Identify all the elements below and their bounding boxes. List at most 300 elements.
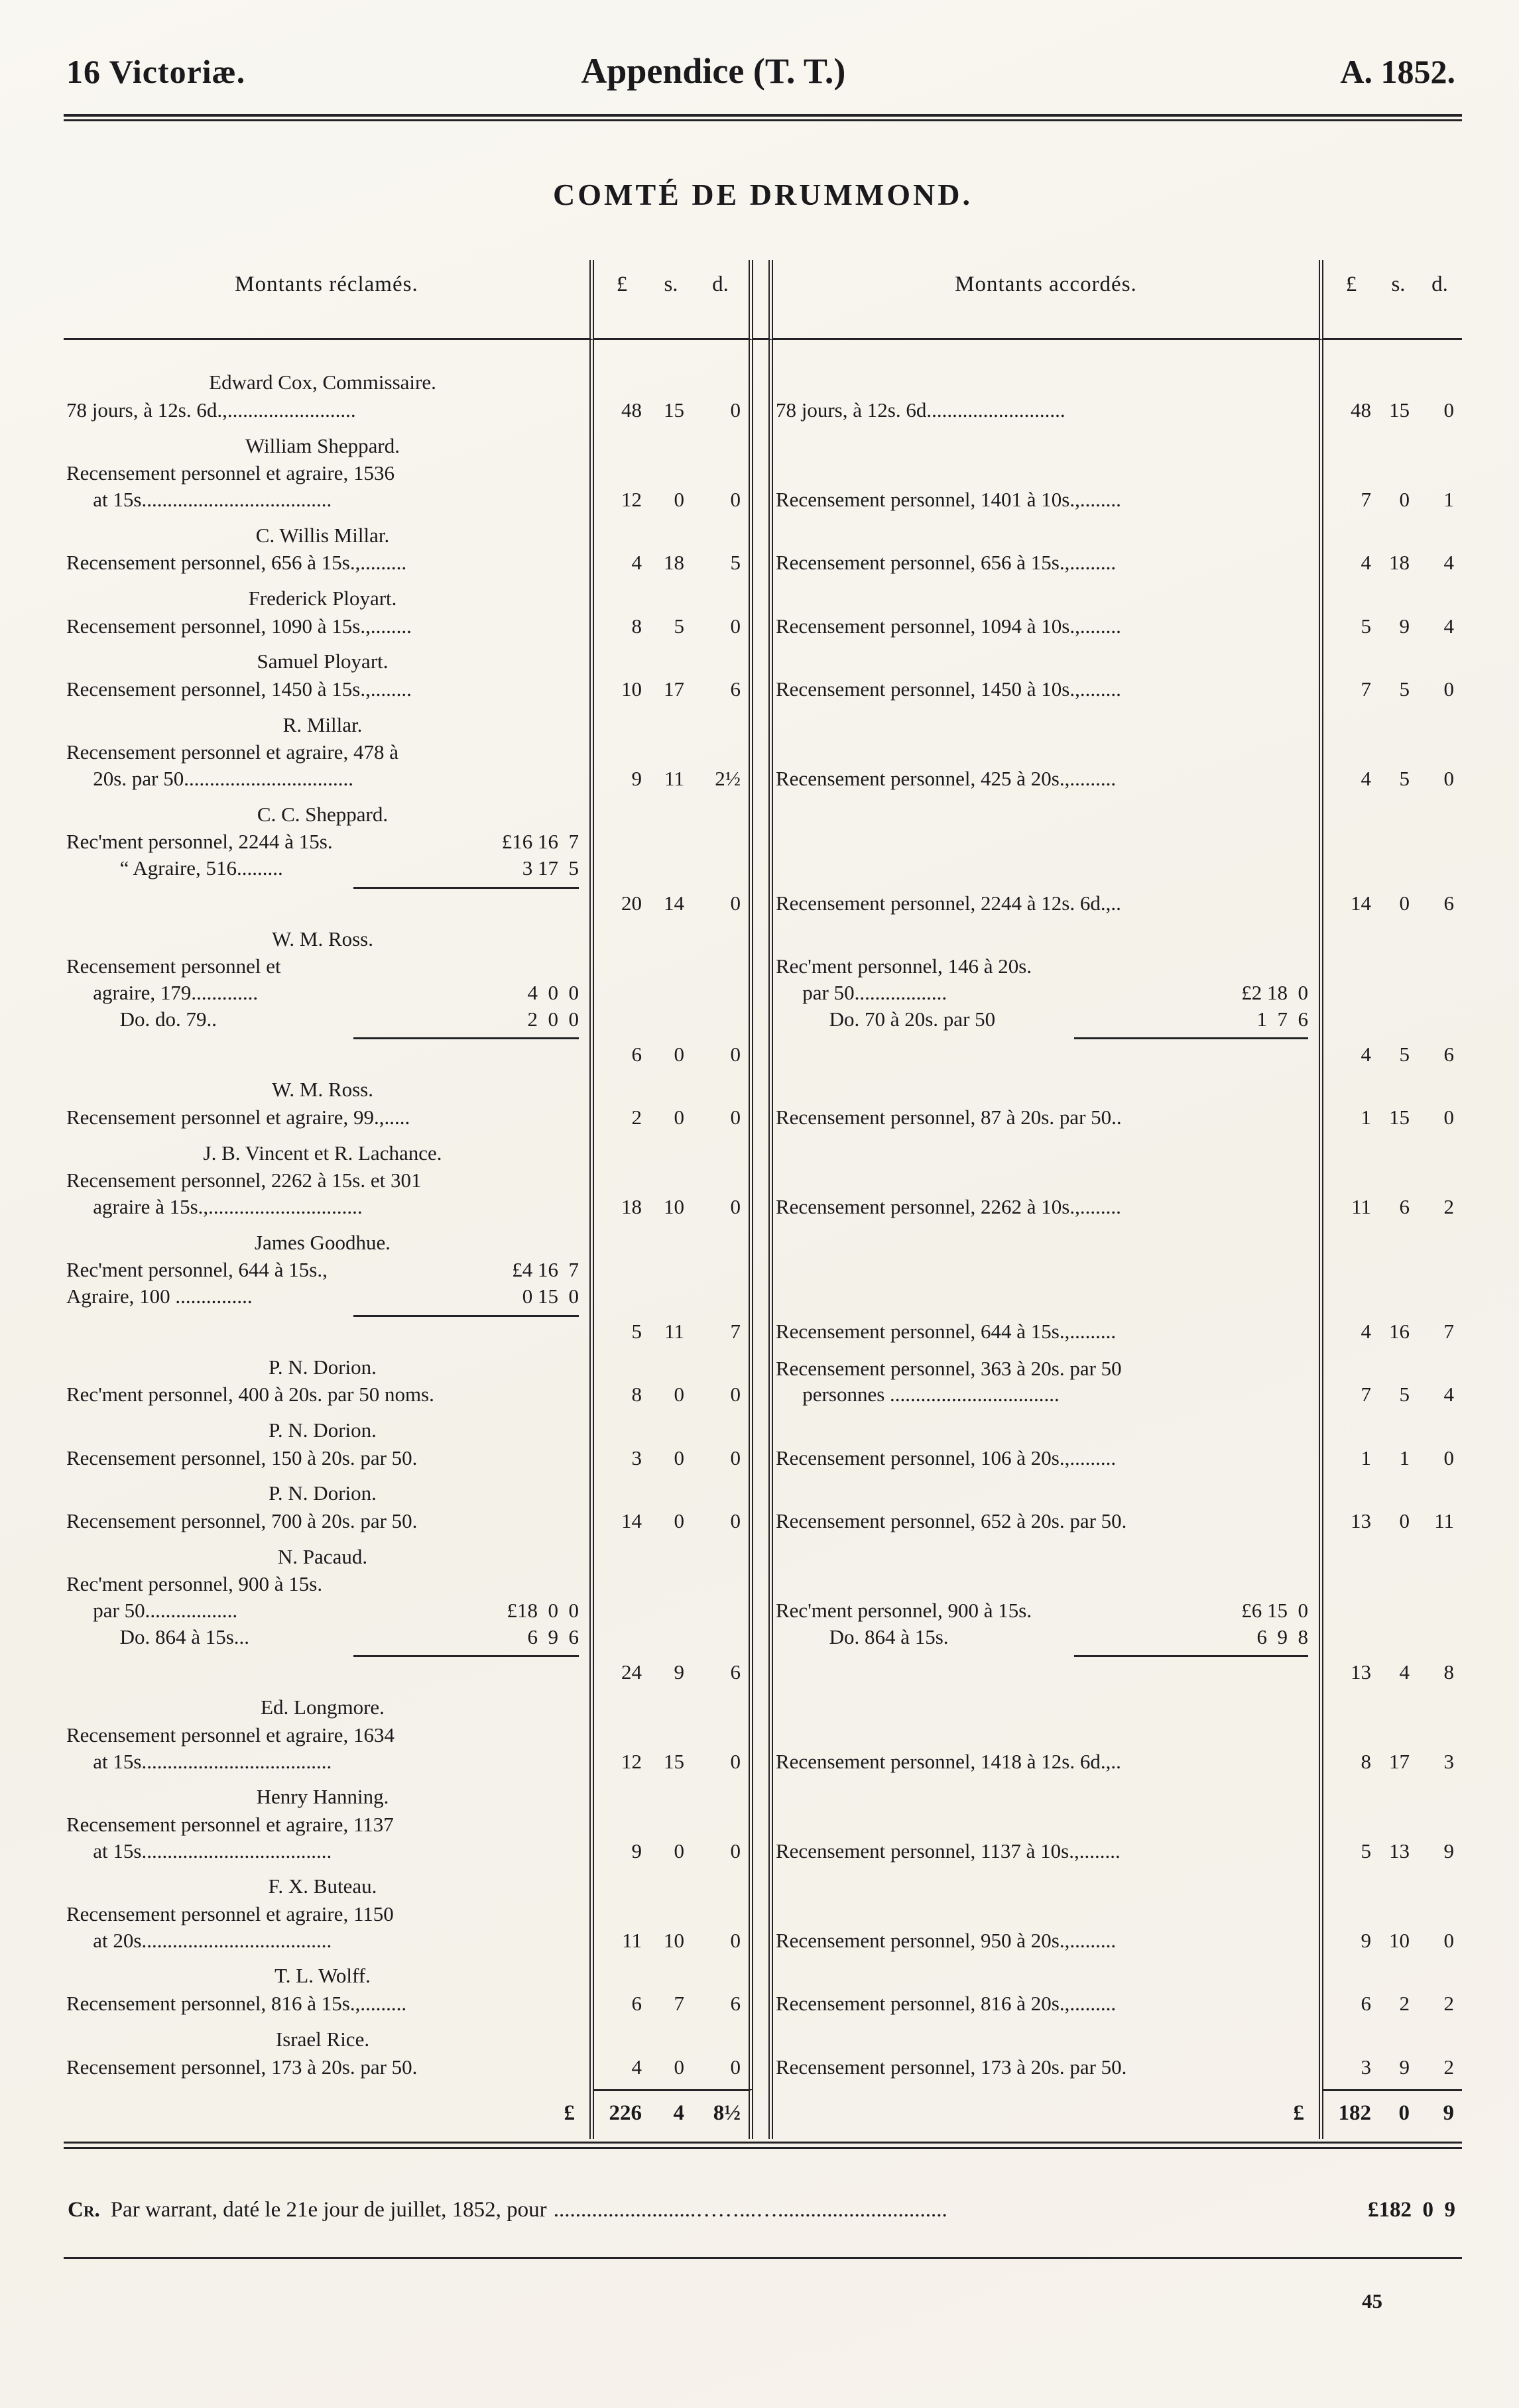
entry-line: Recensement personnel et agraire, 1634: [66, 1723, 395, 1747]
accorded-description: [773, 926, 1323, 1077]
inline-amount: £18 0 0: [507, 1599, 579, 1623]
entry-line: Recensement personnel, 173 à 20s. par 50.: [776, 2055, 1127, 2079]
claimed-description: [64, 585, 594, 648]
claimed-pence: 0: [692, 433, 753, 522]
claimed-pounds: 48: [621, 398, 642, 422]
entry-name: W. M. Ross.: [271, 1078, 374, 1102]
claimed-pounds: 14: [621, 1509, 642, 1533]
accorded-pence: 4: [1443, 614, 1454, 638]
column-gutter: [753, 712, 773, 801]
accorded-description: [773, 2026, 1323, 2089]
claimed-description: [64, 1694, 594, 1784]
entry-name: R. Millar.: [282, 713, 363, 736]
accorded-shillings: 18: [1389, 551, 1410, 575]
claimed-pounds: 9: [631, 1839, 642, 1863]
claimed-shillings: 0: [674, 1509, 684, 1533]
column-gutter: [753, 1544, 773, 1695]
entry-name: Edward Cox, Commissaire.: [209, 371, 436, 394]
ledger-entry-row: [64, 712, 1462, 801]
accorded-pounds: 13: [1351, 1660, 1371, 1684]
entry-name: N. Pacaud.: [277, 1544, 368, 1568]
page-number: 45: [1362, 2289, 1382, 2313]
masthead-year: A. 1852.: [1340, 53, 1455, 90]
ledger-body: [64, 340, 1462, 2089]
accorded-pounds: 7: [1361, 1383, 1371, 1406]
entry-name: P. N. Dorion.: [269, 1355, 377, 1379]
ledger-entry-row: [64, 522, 1462, 585]
column-gutter: [753, 2026, 773, 2089]
entry-line-text: Do. do. 79..: [119, 1007, 217, 1031]
entry-line-text: Rec'ment personnel, 644 à 15s.,: [66, 1258, 328, 1282]
entry-line: at 15s.....................................: [93, 487, 332, 511]
claimed-shillings: 9: [674, 1660, 684, 1684]
claimed-pound-header: £: [594, 260, 650, 340]
claimed-pounds: 10: [621, 677, 642, 701]
column-gutter: [753, 1417, 773, 1480]
accorded-pence: 9: [1443, 1839, 1454, 1863]
accorded-shillings: 6: [1399, 1195, 1410, 1219]
accorded-pounds: 4: [1361, 551, 1371, 575]
entry-line: Recensement personnel, 363 à 20s. par 50: [776, 1356, 1122, 1380]
accorded-description: [773, 585, 1323, 648]
entry-name: Henry Hanning.: [256, 1785, 389, 1809]
accorded-description: [773, 648, 1323, 711]
ledger-entry-row: [64, 1354, 1462, 1417]
entry-line: Recensement personnel et agraire, 99.,.....: [66, 1106, 410, 1129]
entry-line: Recensement personnel, 1137 à 10s.,........: [776, 1839, 1121, 1863]
accorded-pence: 6: [1443, 891, 1454, 915]
entry-line: Recensement personnel, 150 à 20s. par 50.: [66, 1446, 418, 1469]
claimed-pounds: 20: [621, 891, 642, 915]
claimed-description: [64, 1140, 594, 1230]
accorded-pounds: 5: [1361, 1839, 1371, 1863]
entry-name: Ed. Longmore.: [261, 1695, 385, 1719]
accorded-total-pound-sign: £: [1293, 2101, 1304, 2126]
accorded-shillings: 15: [1389, 1106, 1410, 1129]
ledger-entry-row: [64, 1480, 1462, 1543]
ledger-entry-row: [64, 1873, 1462, 1963]
entry-line-text: Agraire, 100 ...............: [66, 1285, 253, 1308]
claimed-description: [64, 712, 594, 801]
accorded-pounds: 1: [1361, 1446, 1371, 1469]
entry-line: Recensement personnel, 1094 à 10s.,........: [776, 614, 1121, 638]
accorded-pounds: 3: [1361, 2055, 1371, 2079]
claimed-pounds: 6: [631, 1042, 642, 1066]
ledger-header-row: [64, 260, 1462, 340]
entry-name: William Sheppard.: [245, 433, 400, 457]
claimed-pence: 0: [692, 1417, 753, 1480]
entry-name: Israel Rice.: [275, 2027, 370, 2051]
credit-leaders: ..........................……...…...............................: [553, 2198, 947, 2222]
accorded-pence: 11: [1434, 1509, 1454, 1533]
entry-line: Recensement personnel, 656 à 15s.,.........: [776, 551, 1117, 575]
claimed-shillings: 0: [674, 1106, 684, 1129]
column-gutter: [753, 260, 773, 340]
entry-line: Recensement personnel et agraire, 1150: [66, 1902, 394, 1926]
claimed-pounds: 9: [631, 766, 642, 790]
column-gutter: [753, 648, 773, 711]
entry-line-text: Do. 864 à 15s.: [829, 1625, 949, 1648]
claimed-pounds: 5: [631, 1320, 642, 1344]
entry-line: [776, 1597, 1308, 1624]
footer-rule: [64, 2257, 1462, 2259]
accorded-pence: 0: [1443, 1106, 1454, 1129]
entry-line-text: Do. 70 à 20s. par 50: [829, 1007, 996, 1031]
credit-label: Cr.: [68, 2198, 100, 2222]
sum-rule: [353, 1315, 579, 1317]
claimed-description: [64, 1544, 594, 1695]
ledger-table: [64, 260, 1462, 2139]
claimed-pence: 0: [692, 1694, 753, 1784]
accorded-description: [773, 1480, 1323, 1543]
claimed-pence: 0: [692, 1784, 753, 1873]
ledger: [64, 260, 1462, 2139]
ledger-entry-row: [64, 433, 1462, 522]
accorded-shillings: 5: [1399, 1383, 1410, 1406]
entry-line: Recensement personnel et agraire, 478 à: [66, 740, 398, 764]
credit-warrant-line: [64, 2198, 1462, 2222]
column-gutter: [753, 926, 773, 1077]
accorded-pence: 0: [1443, 1446, 1454, 1469]
accorded-pounds: 4: [1361, 766, 1371, 790]
entry-line: Rec'ment personnel, 400 à 20s. par 50 noms.: [66, 1383, 434, 1406]
entry-line: Recensement personnel, 1450 à 15s.,........: [66, 677, 412, 701]
accorded-pence: 4: [1443, 551, 1454, 575]
inline-amount: 6 9 6: [527, 1625, 579, 1648]
claimed-shillings: 5: [674, 614, 684, 638]
inline-amount: £4 16 7: [512, 1258, 579, 1282]
entry-line: [66, 1597, 579, 1624]
entry-line: [776, 1006, 1308, 1033]
entry-name: P. N. Dorion.: [269, 1418, 377, 1442]
accorded-shillings: 16: [1389, 1320, 1410, 1344]
claimed-description: [64, 1480, 594, 1543]
column-gutter: [753, 801, 773, 926]
accorded-shillings: 9: [1399, 2055, 1410, 2079]
column-gutter: [753, 1354, 773, 1417]
accorded-pounds: 5: [1361, 614, 1371, 638]
entry-line: at 15s.....................................: [93, 1839, 332, 1863]
claimed-total-label-cell: [64, 2089, 594, 2139]
claimed-description: [64, 1784, 594, 1873]
claimed-description: [64, 1230, 594, 1354]
claimed-description: [64, 926, 594, 1077]
accorded-description: [773, 1963, 1323, 2026]
claimed-pounds: 6: [631, 1992, 642, 2016]
claimed-shillings: 15: [664, 398, 684, 422]
claimed-pence: 6: [692, 1544, 753, 1695]
entry-line: [66, 980, 579, 1006]
column-gutter: [753, 433, 773, 522]
claimed-pounds: 11: [622, 1928, 642, 1952]
claimed-column-header: Montants réclamés.: [64, 260, 594, 340]
claimed-shillings: 15: [664, 1749, 684, 1773]
entry-line: Rec'ment personnel, 900 à 15s.: [66, 1572, 323, 1596]
accorded-pence: 2: [1443, 1992, 1454, 2016]
inline-amount: 6 9 8: [1256, 1625, 1308, 1648]
sum-rule: [353, 1037, 579, 1039]
claimed-description: [64, 522, 594, 585]
entry-line: Recensement personnel, 1418 à 12s. 6d.,..: [776, 1749, 1121, 1773]
inline-amount: 4 0 0: [527, 981, 579, 1004]
ledger-entry-row: [64, 1140, 1462, 1230]
entry-line: Recensement personnel, 173 à 20s. par 50.: [66, 2055, 418, 2079]
entry-line: Recensement personnel, 2244 à 12s. 6d.,..: [776, 891, 1121, 915]
claimed-pence: 2½: [692, 712, 753, 801]
claimed-shillings: 0: [674, 1839, 684, 1863]
accorded-description: [773, 1354, 1323, 1417]
entry-line-text: par 50..................: [802, 981, 947, 1004]
accorded-pence: 4: [1443, 1383, 1454, 1406]
ledger-entry-row: [64, 1417, 1462, 1480]
accorded-pence: 8: [1443, 1660, 1454, 1684]
entry-line-text: agraire, 179.............: [93, 981, 259, 1004]
accorded-pounds: 9: [1361, 1928, 1371, 1952]
inline-amount: 0 15 0: [522, 1285, 579, 1308]
entry-line: [66, 829, 579, 855]
accorded-description: [773, 522, 1323, 585]
claimed-shillings: 18: [664, 551, 684, 575]
entry-line: [66, 1257, 579, 1283]
accorded-shillings: 15: [1389, 398, 1410, 422]
entry-line: Recensement personnel, 700 à 20s. par 50.: [66, 1509, 418, 1533]
accorded-description: [773, 1784, 1323, 1873]
claimed-pence: 6: [692, 1963, 753, 2026]
claimed-pounds: 8: [631, 614, 642, 638]
claimed-description: [64, 1076, 594, 1139]
accorded-shillings: 4: [1399, 1660, 1410, 1684]
accorded-shillings: 2: [1399, 1992, 1410, 2016]
ledger-entry-row: [64, 1076, 1462, 1139]
claimed-description: [64, 2026, 594, 2089]
accorded-pence: 0: [1443, 677, 1454, 701]
entry-line-text: “ Agraire, 516.........: [119, 856, 283, 880]
claimed-pence: 7: [692, 1230, 753, 1354]
claimed-pence: 0: [692, 1480, 753, 1543]
ledger-entry-row: [64, 648, 1462, 711]
claimed-shillings: 11: [664, 766, 684, 790]
entry-line: Recensement personnel, 106 à 20s.,.........: [776, 1446, 1117, 1469]
totals-row: [64, 2089, 1462, 2139]
accorded-total-shillings: 0: [1379, 2089, 1418, 2139]
column-gutter: [753, 2089, 773, 2139]
claimed-shillings: 14: [664, 891, 684, 915]
entry-line-text: Rec'ment personnel, 900 à 15s.: [776, 1599, 1032, 1623]
claimed-shillings: 10: [664, 1928, 684, 1952]
entry-line: [66, 855, 579, 882]
ledger-entry-row: [64, 340, 1462, 432]
entry-line-text: par 50..................: [93, 1599, 238, 1623]
entry-line: Recensement personnel, 816 à 15s.,.........: [66, 1992, 407, 2016]
claimed-shillings: 0: [674, 1042, 684, 1066]
entry-line-text: Rec'ment personnel, 2244 à 15s.: [66, 830, 333, 854]
entry-line: Recensement personnel, 652 à 20s. par 50.: [776, 1509, 1127, 1533]
entry-line: agraire à 15s.,..............................: [93, 1195, 363, 1219]
claimed-pence: 0: [692, 2026, 753, 2089]
ledger-entry-row: [64, 1694, 1462, 1784]
accorded-pence-header: d.: [1418, 260, 1462, 340]
ledger-entry-row: [64, 1230, 1462, 1354]
entry-line: 20s. par 50.................................: [93, 766, 353, 790]
claimed-shilling-header: s.: [650, 260, 692, 340]
entry-line: at 20s.....................................: [93, 1928, 332, 1952]
ledger-entry-row: [64, 1544, 1462, 1695]
claimed-total-pence: 8½: [692, 2089, 753, 2139]
entry-line: Recensement personnel, 950 à 20s.,.........: [776, 1928, 1117, 1952]
accorded-pounds: 11: [1351, 1195, 1371, 1219]
entry-line-text: Do. 864 à 15s...: [119, 1625, 250, 1648]
claimed-pence: 0: [692, 926, 753, 1077]
claimed-description: [64, 648, 594, 711]
claimed-description: [64, 340, 594, 432]
accorded-total-pence: 9: [1418, 2089, 1462, 2139]
accorded-pound-header: £: [1323, 260, 1379, 340]
claimed-description: [64, 1354, 594, 1417]
column-gutter: [753, 340, 773, 432]
entry-line: Recensement personnel, 425 à 20s.,.........: [776, 766, 1117, 790]
accorded-total-pounds: 182: [1323, 2089, 1379, 2139]
accorded-shillings: 0: [1399, 891, 1410, 915]
claimed-pence: 5: [692, 522, 753, 585]
claimed-pounds: 8: [631, 1383, 642, 1406]
accorded-pounds: 4: [1361, 1320, 1371, 1344]
claimed-total-pounds: 226: [594, 2089, 650, 2139]
accorded-shillings: 9: [1399, 614, 1410, 638]
inline-amount: £16 16 7: [501, 830, 579, 854]
claimed-description: [64, 801, 594, 926]
inline-amount: 2 0 0: [527, 1007, 579, 1031]
accorded-pounds: 4: [1361, 1042, 1371, 1066]
entry-line: [776, 980, 1308, 1006]
accorded-description: [773, 433, 1323, 522]
accorded-description: [773, 1873, 1323, 1963]
ledger-entry-row: [64, 1784, 1462, 1873]
claimed-pounds: 2: [631, 1106, 642, 1129]
claimed-description: [64, 1417, 594, 1480]
accorded-shilling-header: s.: [1379, 260, 1418, 340]
entry-name: F. X. Buteau.: [268, 1874, 377, 1898]
accorded-pounds: 48: [1351, 398, 1371, 422]
masthead: [64, 50, 1462, 91]
claimed-pounds: 4: [631, 2055, 642, 2079]
entry-line: Recensement personnel, 1450 à 10s.,........: [776, 677, 1121, 701]
claimed-shillings: 0: [674, 1446, 684, 1469]
entry-name: J. B. Vincent et R. Lachance.: [203, 1141, 442, 1165]
accorded-pence: 2: [1443, 1195, 1454, 1219]
entry-line: Recensement personnel, 644 à 15s.,.........: [776, 1320, 1117, 1344]
entry-name: P. N. Dorion.: [269, 1481, 377, 1505]
column-gutter: [753, 1076, 773, 1139]
sum-rule: [1074, 1655, 1308, 1657]
claimed-shillings: 11: [664, 1320, 684, 1344]
accorded-description: [773, 1140, 1323, 1230]
claimed-description: [64, 433, 594, 522]
claimed-pence: 0: [692, 801, 753, 926]
entry-line: Recensement personnel, 1401 à 10s.,........: [776, 487, 1121, 511]
accorded-pence: 0: [1443, 398, 1454, 422]
inline-amount: £2 18 0: [1241, 981, 1308, 1004]
ledger-entry-row: [64, 2026, 1462, 2089]
entry-line: Recensement personnel, 2262 à 10s.,........: [776, 1195, 1121, 1219]
sum-rule: [353, 887, 579, 889]
entry-line: Recensement personnel et: [66, 954, 281, 978]
accorded-pounds: 1: [1361, 1106, 1371, 1129]
entry-line: Recensement personnel, 2262 à 15s. et 301: [66, 1169, 422, 1192]
accorded-total-label-cell: [773, 2089, 1323, 2139]
accorded-shillings: 5: [1399, 677, 1410, 701]
claimed-total-shillings: 4: [650, 2089, 692, 2139]
accorded-description: [773, 801, 1323, 926]
claimed-pounds: 12: [621, 1749, 642, 1773]
claimed-pounds: 3: [631, 1446, 642, 1469]
sum-rule: [353, 1655, 579, 1657]
accorded-pence: 6: [1443, 1042, 1454, 1066]
claimed-shillings: 17: [664, 677, 684, 701]
accorded-description: [773, 1417, 1323, 1480]
accorded-pence: 7: [1443, 1320, 1454, 1344]
accorded-pounds: 8: [1361, 1749, 1371, 1773]
entry-line: [66, 1624, 579, 1650]
totals-double-rule: [64, 2142, 1462, 2149]
accorded-column-header: Montants accordés.: [773, 260, 1323, 340]
claimed-pence: 0: [692, 1076, 753, 1139]
claimed-pounds: 12: [621, 487, 642, 511]
claimed-pence: 0: [692, 1873, 753, 1963]
entry-name: James Goodhue.: [255, 1230, 391, 1254]
masthead-title: Appendice (T. T.): [581, 51, 846, 91]
claimed-pounds: 4: [631, 551, 642, 575]
claimed-shillings: 10: [664, 1195, 684, 1219]
claimed-shillings: 7: [674, 1992, 684, 2016]
claimed-shillings: 0: [674, 2055, 684, 2079]
claimed-pounds: 24: [621, 1660, 642, 1684]
accorded-shillings: 13: [1389, 1839, 1410, 1863]
accorded-pounds: 7: [1361, 487, 1371, 511]
entry-line: 78 jours, à 12s. 6d...........................: [776, 398, 1065, 422]
inline-amount: 3 17 5: [522, 856, 579, 880]
entry-line: [66, 1283, 579, 1310]
claimed-total-pound-sign: £: [564, 2101, 575, 2126]
ledger-entry-row: [64, 585, 1462, 648]
claimed-pence: 0: [692, 1354, 753, 1417]
claimed-pounds: 18: [621, 1195, 642, 1219]
accorded-shillings: 1: [1399, 1446, 1410, 1469]
entry-name: Samuel Ployart.: [257, 650, 389, 673]
entry-line: Recensement personnel et agraire, 1536: [66, 461, 395, 485]
column-gutter: [753, 1694, 773, 1784]
claimed-shillings: 0: [674, 487, 684, 511]
accorded-pounds: 7: [1361, 677, 1371, 701]
column-gutter: [753, 1873, 773, 1963]
ledger-entry-row: [64, 926, 1462, 1077]
masthead-volume: 16 Victoriæ.: [66, 53, 246, 90]
accorded-shillings: 17: [1389, 1749, 1410, 1773]
accorded-description: [773, 1230, 1323, 1354]
accorded-shillings: 5: [1399, 766, 1410, 790]
column-gutter: [753, 1480, 773, 1543]
claimed-description: [64, 1873, 594, 1963]
column-gutter: [753, 1784, 773, 1873]
entry-name: T. L. Wolff.: [274, 1964, 371, 1988]
claimed-pence: 0: [692, 340, 753, 432]
accorded-shillings: 0: [1399, 487, 1410, 511]
entry-name: C. C. Sheppard.: [257, 802, 389, 826]
claimed-pence-header: d.: [692, 260, 753, 340]
entry-line: at 15s.....................................: [93, 1749, 332, 1773]
accorded-pence: 0: [1443, 766, 1454, 790]
accorded-description: [773, 1694, 1323, 1784]
county-title: COMTÉ DE DRUMMOND.: [553, 178, 973, 211]
